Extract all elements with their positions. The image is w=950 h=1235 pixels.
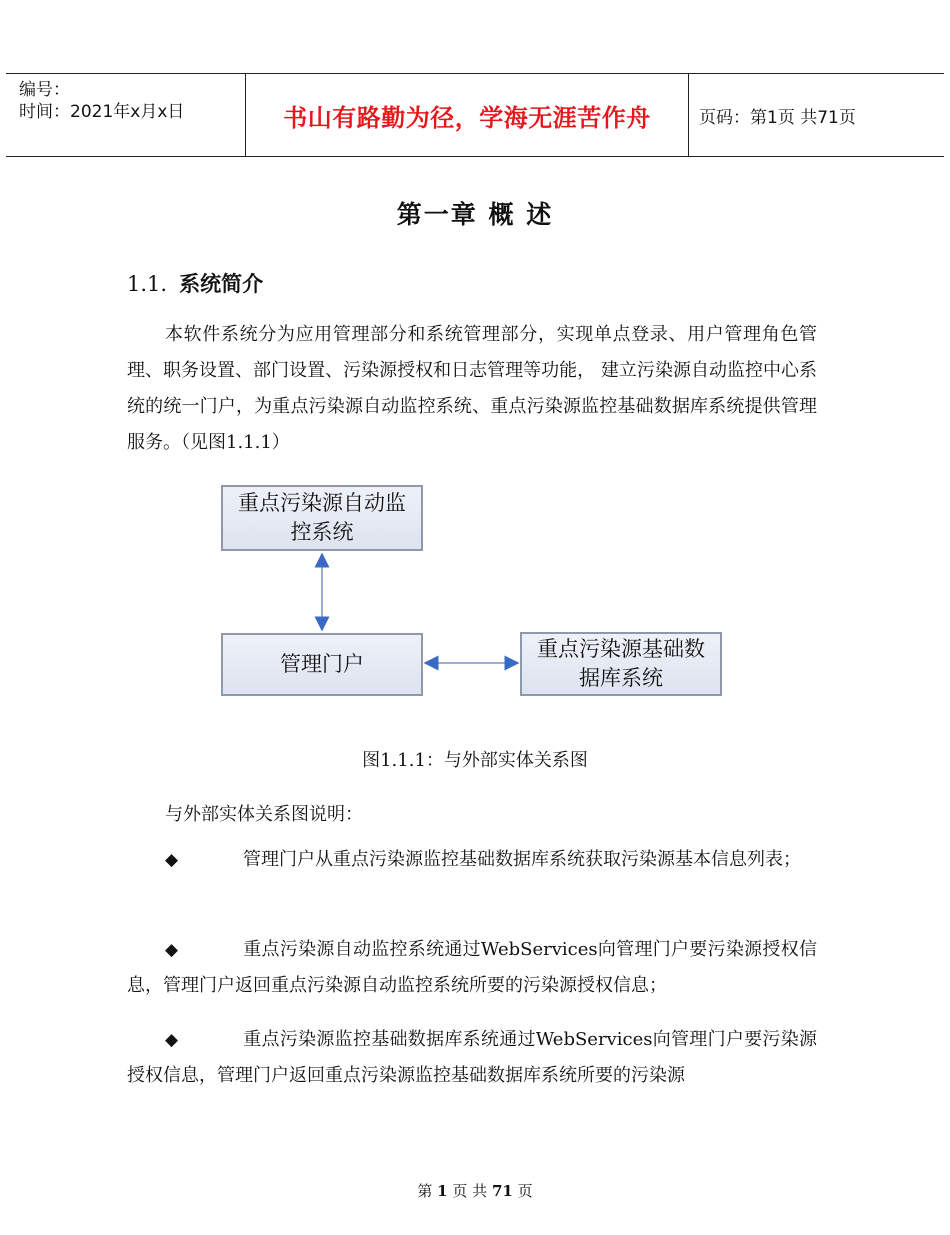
explain-heading: 与外部实体关系图说明： xyxy=(165,804,363,825)
list-item xyxy=(127,842,817,878)
diamond-bullet-icon: ◆ xyxy=(165,1030,179,1050)
header-motto: 书山有路勤为径，学海无涯苦作舟 xyxy=(283,103,651,132)
diamond-bullet-icon: ◆ xyxy=(165,850,179,870)
management-portal-label: 管理门户 xyxy=(280,652,364,676)
section-number: 1.1. xyxy=(127,272,168,296)
header-page-cell xyxy=(689,74,944,156)
base-database-system-box xyxy=(520,632,722,696)
list-item-text: 重点污染源监控基础数据库系统通过WebServices向管理门户要污染源授权信息，管理门户返回重点污染源监控基础数据库系统所要的污染源 xyxy=(127,1029,817,1086)
document-code-label: 编号： xyxy=(19,80,70,100)
intro-paragraph: 本软件系统分为应用管理部分和系统管理部分，实现单点登录、用户管理角色管理、职务设置、部门设置、污染源授权和日志管理等功能， 建立污染源自动监控中心系统的统一门户，为重点污染源自动监控系统、重点污染源监控基础数据库系统提供管理服务。（见图1.1.1） xyxy=(127,324,817,453)
footer-prefix: 第 xyxy=(417,1182,433,1200)
footer-middle: 页 共 xyxy=(452,1182,488,1200)
footer-total-pages: 71 xyxy=(491,1182,513,1200)
document-header-table xyxy=(6,73,944,157)
diamond-bullet-icon: ◆ xyxy=(165,940,179,960)
document-time-label: 时间：2021年x月x日 xyxy=(19,102,185,122)
footer-suffix: 页 xyxy=(517,1182,533,1200)
list-item-text: 管理门户从重点污染源监控基础数据库系统获取污染源基本信息列表； xyxy=(243,849,801,870)
list-item-text: 重点污染源自动监控系统通过WebServices向管理门户要污染源授权信息，管理门户返回重点污染源自动监控系统所要的污染源授权信息； xyxy=(127,939,817,996)
management-portal-box xyxy=(221,633,423,696)
header-meta-cell xyxy=(6,74,246,156)
chapter-title: 第一章 概 述 xyxy=(396,200,554,229)
entity-relationship-diagram xyxy=(215,480,730,700)
list-item xyxy=(127,1022,817,1094)
auto-monitor-system-box xyxy=(221,485,423,551)
header-page-info: 页码：第1页 共71页 xyxy=(699,107,856,128)
section-title: 系统简介 xyxy=(179,271,264,296)
page-footer xyxy=(0,1180,950,1201)
auto-monitor-system-label: 重点污染源自动监控系统 xyxy=(238,491,406,544)
header-motto-cell xyxy=(246,74,689,156)
base-database-system-label: 重点污染源基础数据库系统 xyxy=(537,637,705,690)
footer-page-number: 1 xyxy=(437,1182,448,1200)
section-heading xyxy=(127,268,263,298)
list-item xyxy=(127,932,817,1004)
figure-caption: 图1.1.1：与外部实体关系图 xyxy=(362,750,588,771)
